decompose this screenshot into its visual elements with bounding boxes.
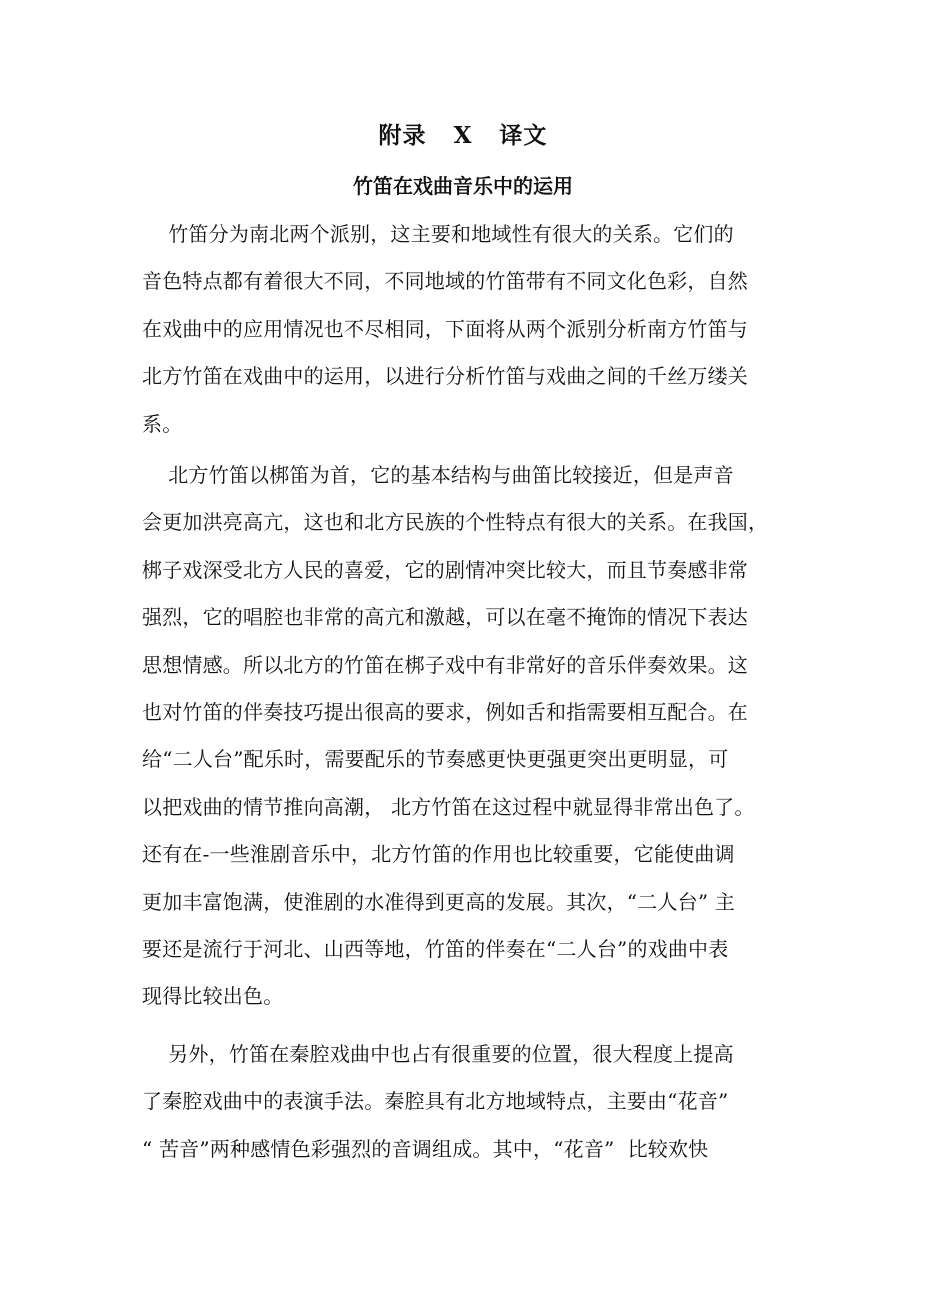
text-line: 会更加洪亮高亢，这也和北方民族的个性特点有很大的关系。在我国，	[142, 510, 769, 535]
text-line: 给“二人台”配乐时，需要配乐的节奏感更快更强更突出更明显，可	[142, 747, 729, 772]
text-line: 北方竹笛以梆笛为首，它的基本结构与曲笛比较接近，但是声音	[142, 463, 734, 487]
text-line: 北方竹笛在戏曲中的运用，以进行分析竹笛与戏曲之间的千丝万缕关	[142, 364, 748, 389]
text-line: 在戏曲中的应用情况也不尽相同，下面将从两个派别分析南方竹笛与	[142, 316, 748, 341]
text-line: 音色特点都有着很大不同，不同地域的竹笛带有不同文化色彩，自然	[142, 269, 748, 294]
text-line: 思想情感。所以北方的竹笛在梆子戏中有非常好的音乐伴奏效果。这	[142, 652, 748, 677]
text-line: 以把戏曲的情节推向高潮， 北方竹笛在这过程中就显得非常出色了。	[142, 794, 755, 819]
text-line: 系。	[142, 411, 183, 436]
text-line: 更加丰富饱满，使淮剧的水准得到更高的发展。其次，“二人台” 主	[142, 889, 736, 914]
paragraph-3	[142, 1031, 788, 1173]
text-line: 要还是流行于河北、山西等地，竹笛的伴奏在“二人台”的戏曲中表	[142, 936, 729, 961]
paragraph-1	[142, 211, 788, 448]
page-title: 附录 X 译文	[378, 122, 548, 149]
text-line: 也对竹笛的伴奏技巧提出很高的要求，例如舌和指需要相互配合。在	[142, 699, 748, 724]
article-title: 竹笛在戏曲音乐中的运用	[353, 174, 573, 198]
text-line: 了秦腔戏曲中的表演手法。秦腔具有北方地域特点，主要由“花音”	[142, 1089, 729, 1114]
text-line: 现得比较出色。	[142, 984, 284, 1009]
text-line: 另外，竹笛在秦腔戏曲中也占有很重要的位置，很大程度上提高	[142, 1042, 734, 1066]
text-line: 还有在-一些淮剧音乐中，北方竹笛的作用也比较重要，它能使曲调	[142, 842, 735, 867]
text-line: 竹笛分为南北两个派别，这主要和地域性有很大的关系。它们的	[142, 222, 734, 246]
text-line: 梆子戏深受北方人民的喜爱，它的剧情冲突比较大，而且节奏感非常	[142, 557, 748, 582]
text-line: “ 苦音”两种感情色彩强烈的音调组成。其中，“花音” 比较欢快	[142, 1136, 709, 1161]
text-line: 强烈，它的唱腔也非常的高亢和激越，可以在毫不掩饰的情况下表达	[142, 605, 748, 630]
paragraph-2	[142, 452, 788, 1021]
